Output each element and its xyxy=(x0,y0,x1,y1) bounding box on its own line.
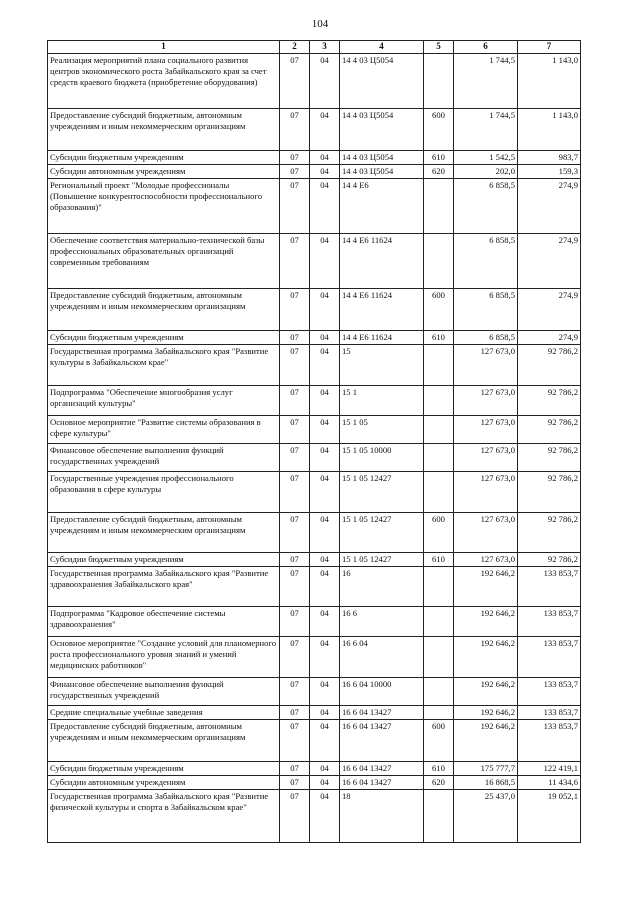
subsection-code: 04 xyxy=(310,288,340,330)
expense-type-code: 610 xyxy=(424,330,454,344)
subsection-code: 04 xyxy=(310,471,340,512)
column-header: 6 xyxy=(454,41,518,54)
expense-type-code xyxy=(424,344,454,385)
amount-col-7: 92 786,2 xyxy=(518,385,581,415)
expense-name: Субсидии бюджетным учреждениям xyxy=(48,552,280,566)
column-header: 5 xyxy=(424,41,454,54)
expense-type-code xyxy=(424,471,454,512)
section-code: 07 xyxy=(280,471,310,512)
expense-name: Основное мероприятие "Развитие системы образования в сфере культуры" xyxy=(48,415,280,443)
amount-col-7: 92 786,2 xyxy=(518,512,581,552)
amount-col-6: 127 673,0 xyxy=(454,552,518,566)
expense-name: Финансовое обеспечение выполнения функций государственных учреждений xyxy=(48,443,280,471)
section-code: 07 xyxy=(280,53,310,108)
section-code: 07 xyxy=(280,636,310,677)
expense-name: Государственные учреждения профессионального образования в сфере культуры xyxy=(48,471,280,512)
expense-name: Субсидии бюджетным учреждениям xyxy=(48,150,280,164)
section-code: 07 xyxy=(280,288,310,330)
section-code: 07 xyxy=(280,552,310,566)
section-code: 07 xyxy=(280,677,310,705)
section-code: 07 xyxy=(280,566,310,606)
subsection-code: 04 xyxy=(310,606,340,636)
subsection-code: 04 xyxy=(310,150,340,164)
expense-name: Субсидии автономным учреждениям xyxy=(48,164,280,178)
table-row xyxy=(48,566,581,606)
expense-name: Предоставление субсидий бюджетным, автономным учреждениям и иным некоммерческим организациям xyxy=(48,288,280,330)
expense-type-code xyxy=(424,385,454,415)
expense-name: Субсидии автономным учреждениям xyxy=(48,775,280,789)
column-header: 3 xyxy=(310,41,340,54)
section-code: 07 xyxy=(280,385,310,415)
budget-table xyxy=(47,40,581,843)
expense-type-code xyxy=(424,566,454,606)
target-article-code: 14 4 03 Ц5054 xyxy=(340,53,424,108)
target-article-code: 16 6 04 13427 xyxy=(340,705,424,719)
amount-col-7: 92 786,2 xyxy=(518,471,581,512)
amount-col-6: 127 673,0 xyxy=(454,344,518,385)
subsection-code: 04 xyxy=(310,108,340,150)
amount-col-6: 192 646,2 xyxy=(454,719,518,761)
expense-name: Государственная программа Забайкальского края "Развитие здравоохранения Забайкальского края" xyxy=(48,566,280,606)
table-row xyxy=(48,719,581,761)
amount-col-7: 133 853,7 xyxy=(518,636,581,677)
expense-type-code: 610 xyxy=(424,761,454,775)
table-row xyxy=(48,150,581,164)
subsection-code: 04 xyxy=(310,552,340,566)
subsection-code: 04 xyxy=(310,164,340,178)
expense-name: Основное мероприятие "Создание условий для планомерного роста профессионального уровня знаний и умений медицинских работников" xyxy=(48,636,280,677)
section-code: 07 xyxy=(280,719,310,761)
target-article-code: 16 6 04 13427 xyxy=(340,719,424,761)
subsection-code: 04 xyxy=(310,330,340,344)
column-header: 4 xyxy=(340,41,424,54)
expense-type-code xyxy=(424,636,454,677)
expense-type-code xyxy=(424,705,454,719)
amount-col-6: 16 868,5 xyxy=(454,775,518,789)
amount-col-6: 127 673,0 xyxy=(454,443,518,471)
table-row xyxy=(48,443,581,471)
amount-col-7: 92 786,2 xyxy=(518,443,581,471)
column-header: 7 xyxy=(518,41,581,54)
section-code: 07 xyxy=(280,443,310,471)
expense-type-code: 620 xyxy=(424,775,454,789)
expense-type-code: 600 xyxy=(424,288,454,330)
section-code: 07 xyxy=(280,761,310,775)
amount-col-6: 127 673,0 xyxy=(454,512,518,552)
amount-col-6: 1 542,5 xyxy=(454,150,518,164)
table-row xyxy=(48,705,581,719)
expense-name: Региональный проект "Молодые профессионалы (Повышение конкурентоспособности профессионального образования)" xyxy=(48,178,280,233)
target-article-code: 16 6 04 13427 xyxy=(340,775,424,789)
table-row xyxy=(48,178,581,233)
amount-col-6: 6 858,5 xyxy=(454,233,518,288)
subsection-code: 04 xyxy=(310,443,340,471)
page-number: 104 xyxy=(311,18,329,30)
table-row xyxy=(48,385,581,415)
amount-col-6: 6 858,5 xyxy=(454,178,518,233)
expense-name: Субсидии бюджетным учреждениям xyxy=(48,330,280,344)
target-article-code: 15 1 05 12427 xyxy=(340,512,424,552)
subsection-code: 04 xyxy=(310,178,340,233)
subsection-code: 04 xyxy=(310,233,340,288)
expense-type-code: 600 xyxy=(424,512,454,552)
amount-col-6: 6 858,5 xyxy=(454,288,518,330)
expense-name: Подпрограмма "Обеспечение многообразия услуг организаций культуры" xyxy=(48,385,280,415)
expense-type-code: 610 xyxy=(424,552,454,566)
table-row xyxy=(48,164,581,178)
expense-type-code xyxy=(424,53,454,108)
expense-name: Предоставление субсидий бюджетным, автономным учреждениям и иным некоммерческим организациям xyxy=(48,719,280,761)
expense-name: Финансовое обеспечение выполнения функций государственных учреждений xyxy=(48,677,280,705)
subsection-code: 04 xyxy=(310,385,340,415)
amount-col-7: 274,9 xyxy=(518,233,581,288)
amount-col-7: 11 434,6 xyxy=(518,775,581,789)
expense-type-code xyxy=(424,789,454,842)
target-article-code: 16 6 04 13427 xyxy=(340,761,424,775)
target-article-code: 16 6 04 xyxy=(340,636,424,677)
table-row xyxy=(48,775,581,789)
table-row xyxy=(48,233,581,288)
amount-col-7: 92 786,2 xyxy=(518,552,581,566)
amount-col-7: 1 143,0 xyxy=(518,53,581,108)
table-row xyxy=(48,344,581,385)
table-row xyxy=(48,330,581,344)
table-row xyxy=(48,636,581,677)
amount-col-7: 122 419,1 xyxy=(518,761,581,775)
subsection-code: 04 xyxy=(310,719,340,761)
column-header: 1 xyxy=(48,41,280,54)
subsection-code: 04 xyxy=(310,415,340,443)
table-header-row xyxy=(48,41,581,54)
expense-type-code: 620 xyxy=(424,164,454,178)
section-code: 07 xyxy=(280,415,310,443)
amount-col-7: 92 786,2 xyxy=(518,344,581,385)
table-row xyxy=(48,789,581,842)
amount-col-6: 127 673,0 xyxy=(454,415,518,443)
subsection-code: 04 xyxy=(310,512,340,552)
target-article-code: 18 xyxy=(340,789,424,842)
amount-col-7: 274,9 xyxy=(518,330,581,344)
section-code: 07 xyxy=(280,775,310,789)
target-article-code: 15 1 05 12427 xyxy=(340,552,424,566)
expense-name: Государственная программа Забайкальского края "Развитие физической культуры и спорта в Забайкальском крае" xyxy=(48,789,280,842)
target-article-code: 15 1 05 12427 xyxy=(340,471,424,512)
expense-type-code xyxy=(424,606,454,636)
table-row xyxy=(48,552,581,566)
amount-col-7: 983,7 xyxy=(518,150,581,164)
section-code: 07 xyxy=(280,330,310,344)
table-row xyxy=(48,677,581,705)
expense-type-code: 600 xyxy=(424,108,454,150)
expense-type-code xyxy=(424,677,454,705)
target-article-code: 14 4 03 Ц5054 xyxy=(340,164,424,178)
section-code: 07 xyxy=(280,233,310,288)
section-code: 07 xyxy=(280,108,310,150)
amount-col-6: 192 646,2 xyxy=(454,636,518,677)
target-article-code: 16 6 xyxy=(340,606,424,636)
subsection-code: 04 xyxy=(310,705,340,719)
amount-col-7: 133 853,7 xyxy=(518,677,581,705)
target-article-code: 15 1 xyxy=(340,385,424,415)
expense-type-code: 610 xyxy=(424,150,454,164)
expense-name: Обеспечение соответствия материально-технической базы профессиональных образовательных организаций современным требованиям xyxy=(48,233,280,288)
target-article-code: 14 4 03 Ц5054 xyxy=(340,150,424,164)
target-article-code: 14 4 Е6 11624 xyxy=(340,233,424,288)
amount-col-6: 202,0 xyxy=(454,164,518,178)
subsection-code: 04 xyxy=(310,566,340,606)
subsection-code: 04 xyxy=(310,789,340,842)
expense-type-code xyxy=(424,233,454,288)
expense-name: Субсидии бюджетным учреждениям xyxy=(48,761,280,775)
amount-col-7: 274,9 xyxy=(518,178,581,233)
amount-col-7: 133 853,7 xyxy=(518,719,581,761)
expense-name: Предоставление субсидий бюджетным, автономным учреждениям и иным некоммерческим организациям xyxy=(48,108,280,150)
expense-name: Подпрограмма "Кадровое обеспечение системы здравоохранения" xyxy=(48,606,280,636)
subsection-code: 04 xyxy=(310,761,340,775)
subsection-code: 04 xyxy=(310,775,340,789)
target-article-code: 14 4 03 Ц5054 xyxy=(340,108,424,150)
expense-name: Реализация мероприятий плана социального развития центров экономического роста Забайкальского края за счет средств краевого бюджета (приобретение оборудования) xyxy=(48,53,280,108)
expense-type-code xyxy=(424,415,454,443)
expense-name: Государственная программа Забайкальского края "Развитие культуры в Забайкальском крае" xyxy=(48,344,280,385)
section-code: 07 xyxy=(280,606,310,636)
amount-col-7: 133 853,7 xyxy=(518,705,581,719)
subsection-code: 04 xyxy=(310,344,340,385)
section-code: 07 xyxy=(280,150,310,164)
target-article-code: 16 6 04 10000 xyxy=(340,677,424,705)
expense-type-code xyxy=(424,178,454,233)
target-article-code: 15 xyxy=(340,344,424,385)
amount-col-7: 133 853,7 xyxy=(518,566,581,606)
target-article-code: 15 1 05 10000 xyxy=(340,443,424,471)
expense-type-code: 600 xyxy=(424,719,454,761)
amount-col-6: 175 777,7 xyxy=(454,761,518,775)
subsection-code: 04 xyxy=(310,53,340,108)
table-row xyxy=(48,415,581,443)
section-code: 07 xyxy=(280,512,310,552)
section-code: 07 xyxy=(280,705,310,719)
target-article-code: 15 1 05 xyxy=(340,415,424,443)
table-row xyxy=(48,53,581,108)
column-header: 2 xyxy=(280,41,310,54)
expense-name: Предоставление субсидий бюджетным, автономным учреждениям и иным некоммерческим организациям xyxy=(48,512,280,552)
target-article-code: 14 4 Е6 xyxy=(340,178,424,233)
table-row xyxy=(48,761,581,775)
target-article-code: 16 xyxy=(340,566,424,606)
target-article-code: 14 4 Е6 11624 xyxy=(340,330,424,344)
expense-name: Средние специальные учебные заведения xyxy=(48,705,280,719)
amount-col-6: 192 646,2 xyxy=(454,606,518,636)
amount-col-6: 1 744,5 xyxy=(454,53,518,108)
section-code: 07 xyxy=(280,789,310,842)
table-row xyxy=(48,471,581,512)
amount-col-6: 6 858,5 xyxy=(454,330,518,344)
amount-col-6: 127 673,0 xyxy=(454,471,518,512)
amount-col-6: 1 744,5 xyxy=(454,108,518,150)
subsection-code: 04 xyxy=(310,636,340,677)
section-code: 07 xyxy=(280,344,310,385)
amount-col-7: 19 052,1 xyxy=(518,789,581,842)
amount-col-7: 1 143,0 xyxy=(518,108,581,150)
table-row xyxy=(48,606,581,636)
amount-col-6: 127 673,0 xyxy=(454,385,518,415)
amount-col-7: 92 786,2 xyxy=(518,415,581,443)
expense-type-code xyxy=(424,443,454,471)
amount-col-6: 192 646,2 xyxy=(454,705,518,719)
table-row xyxy=(48,512,581,552)
amount-col-6: 192 646,2 xyxy=(454,566,518,606)
section-code: 07 xyxy=(280,164,310,178)
amount-col-6: 192 646,2 xyxy=(454,677,518,705)
table-row xyxy=(48,108,581,150)
amount-col-7: 159,3 xyxy=(518,164,581,178)
section-code: 07 xyxy=(280,178,310,233)
subsection-code: 04 xyxy=(310,677,340,705)
amount-col-6: 25 437,0 xyxy=(454,789,518,842)
amount-col-7: 133 853,7 xyxy=(518,606,581,636)
amount-col-7: 274,9 xyxy=(518,288,581,330)
target-article-code: 14 4 Е6 11624 xyxy=(340,288,424,330)
table-row xyxy=(48,288,581,330)
